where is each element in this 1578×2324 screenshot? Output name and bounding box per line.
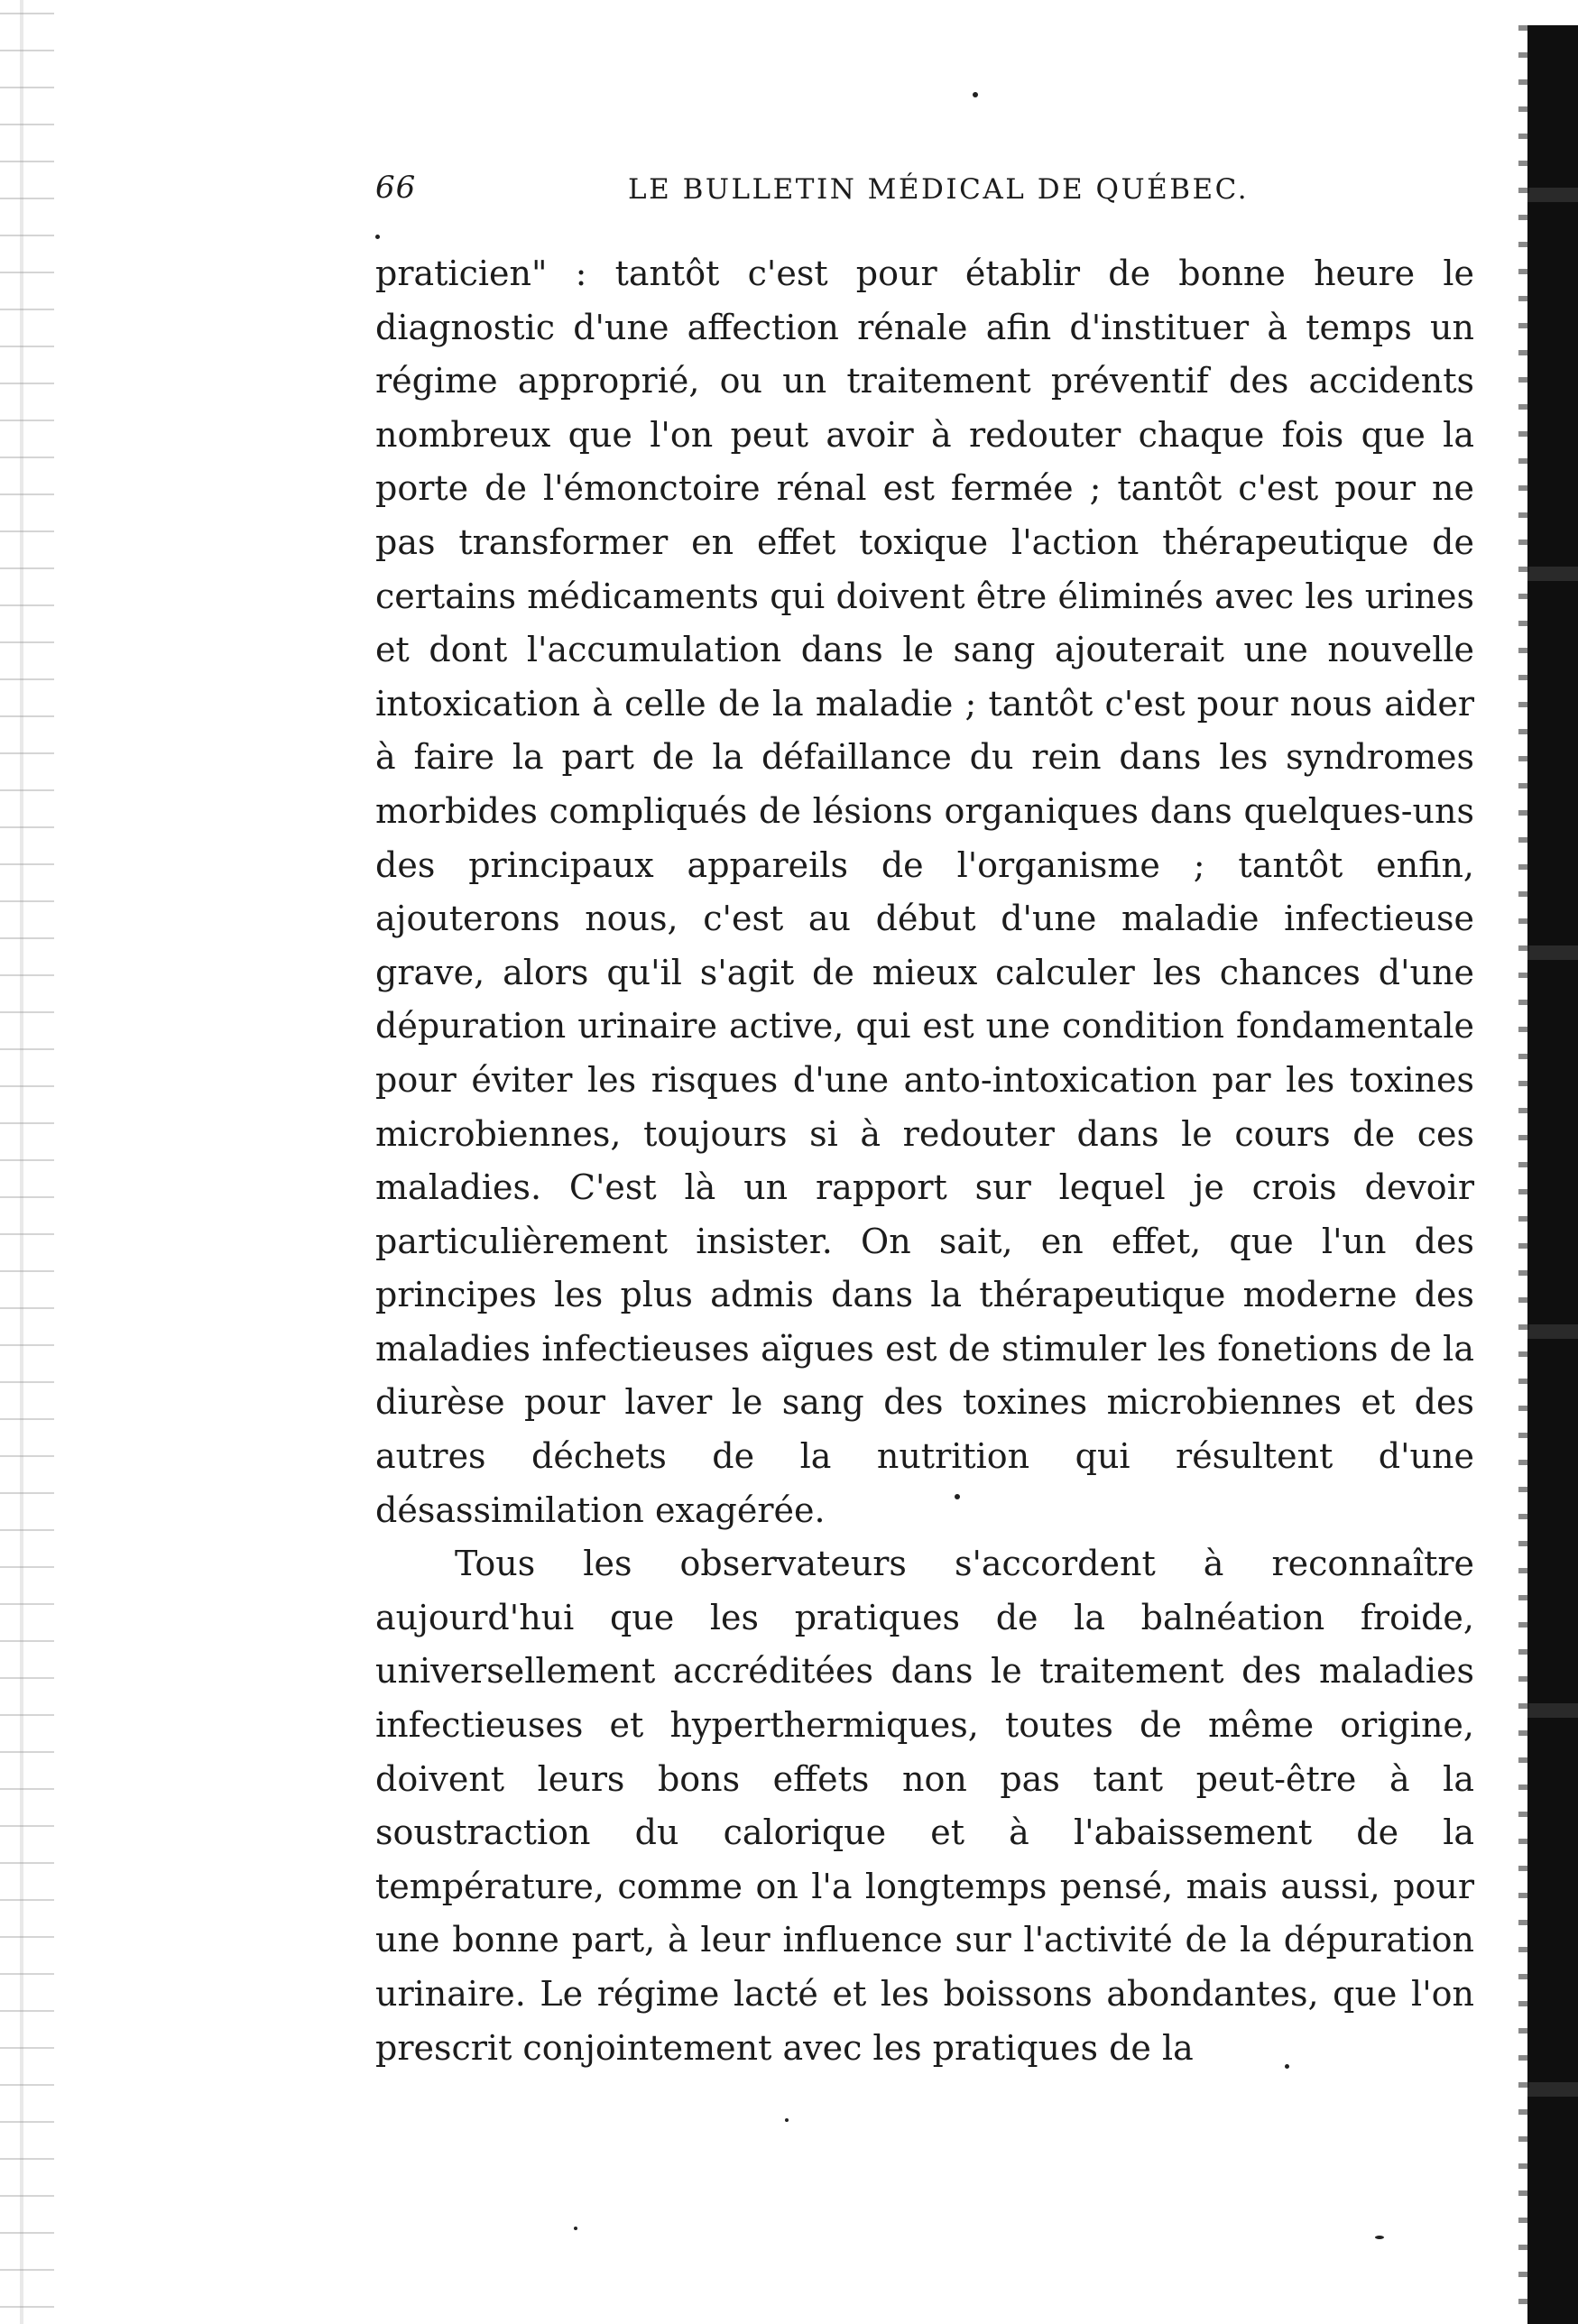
- paragraph-1: praticien" : tantôt c'est pour établir de bonne heure le diagnostic d'une affection rénale afin d'instituer à temps un régime approprié, ou un traitement préventif des accidents nombreux que l'on peut avoir à redouter chaque fois que la porte de l'émonctoire rénal est fermée ; tantôt c'est pour ne pas transformer en effet toxique l'action thérapeutique de certains médicaments qui doivent être éliminés avec les urines et dont l'accumulation dans le sang ajouterait une nouvelle intoxication à celle de la maladie ; tantôt c'est pour nous aider à faire la part de la défaillance du rein dans les syndromes morbides compliqués de lésions organiques dans quelques-uns des principaux appareils de l'organisme ; tantôt enfin, ajouterons nous, c'est au début d'une maladie infectieuse grave, alors qu'il s'agit de mieux calculer les chances d'une dépuration urinaire active, qui est une condition fondamentale pour éviter les risques d'une anto-intoxication par les toxines microbiennes, toujours si à redouter dans le cours de ces maladies. C'est là un rapport sur lequel je crois devoir particulièrement insister. On sait, en effet, que l'un des principes les plus admis dans la thérapeutique moderne des maladies infectieuses aïgues est de stimuler les fonetions de la diurèse pour laver le sang des toxines microbiennes et des autres déchets de la nutrition qui résultent d'une désassimilation exagérée.: [375, 254, 1474, 1530]
- scan-speck: [973, 92, 978, 97]
- body-text: [375, 247, 1474, 2075]
- scan-speck: [785, 2118, 789, 2122]
- scan-speck: [375, 235, 380, 239]
- scan-left-gutter: [0, 0, 54, 2324]
- scan-speck: [1285, 2064, 1289, 2069]
- scan-binding-edge: [1527, 25, 1578, 2324]
- page-number: 66: [375, 170, 417, 206]
- scan-speck: [574, 2227, 577, 2230]
- running-head: LE BULLETIN MÉDICAL DE QUÉBEC.: [628, 173, 1250, 206]
- page-header: [375, 170, 1512, 209]
- scan-speck: [955, 1494, 960, 1499]
- scan-speck: [1375, 2236, 1384, 2239]
- paragraph-2: Tous les observateurs s'accordent à reconnaître aujourd'hui que les pratiques de la balnéation froide, universellement accréditées dans le traitement des maladies infectieuses et hyperthermiques, toutes de même origine, doivent leurs bons effets non pas tant peut-être à la soustraction du calorique et à l'abaissement de la température, comme on l'a longtemps pensé, mais aussi, pour une bonne part, à leur influence sur l'activité de la dépuration urinaire. Le régime lacté et les boissons abondantes, que l'on prescrit conjointement avec les pratiques de la: [375, 1544, 1474, 2068]
